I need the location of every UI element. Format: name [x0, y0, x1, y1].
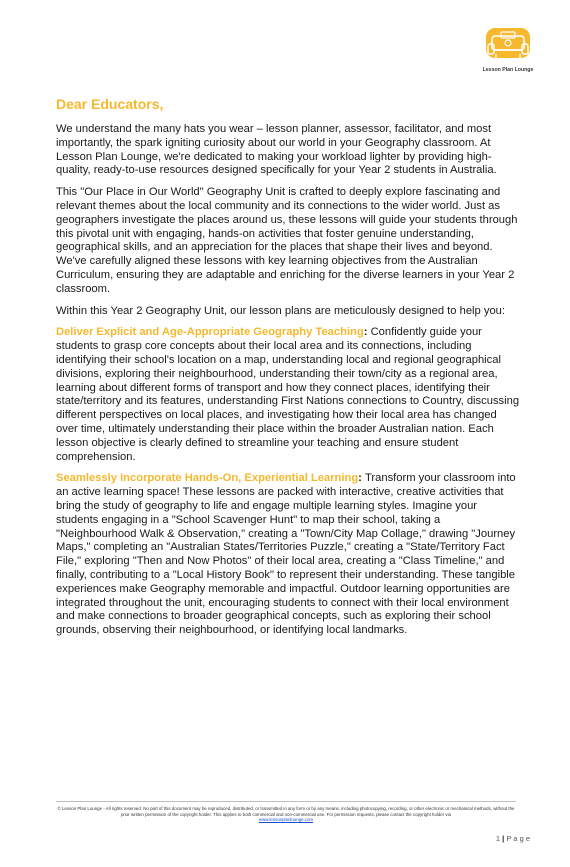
letter-body	[56, 96, 520, 646]
lounge-sofa-icon	[482, 26, 534, 64]
page-number	[470, 834, 530, 843]
section-teaching-body: Confidently guide your students to grasp core concepts about their local area and its connections, including identifying their school's location on a map, understanding local and regional geographical divisions, exploring their neighbourhood, understanding their town/city as a regional area, learning about different forms of transport and how they connect places, identifying their state/territory and its features, understanding First Nations connections to Country, discussing different perspectives on local places, and investigating how their local area has changed over time, ultimately understanding their place within the broader Australian nation. Each lesson objective is clearly defined to streamline your teaching and ensure student comprehension.	[56, 326, 520, 463]
section-teaching-title: Deliver Explicit and Age-Appropriate Geography Teaching	[56, 326, 364, 339]
intro-paragraph: We understand the many hats you wear – lesson planner, assessor, facilitator, and most importantly, the spark igniting curiosity about our world in your Geography classroom. At Lesson Plan Lounge, we're dedicated to making your workload lighter by providing high-quality, ready-to-use resources designed specifically for your Year 2 students in Australia.	[56, 123, 497, 177]
page-label: P a g e	[506, 834, 530, 843]
lead-in-paragraph: Within this Year 2 Geography Unit, our lesson plans are meticulously designed to help you:	[56, 304, 506, 317]
website-link[interactable]: www.lessonplanlounge.com	[258, 817, 314, 823]
section-hands-on-title: Seamlessly Incorporate Hands-On, Experiential Learning	[56, 472, 359, 485]
page-number-value: 1	[495, 834, 501, 843]
copyright-footer	[56, 806, 516, 823]
greeting-heading: Dear Educators,	[56, 96, 164, 112]
copyright-text: © Lesson Plan Lounge - All rights reserved. No part of this document may be reproduced, distributed, or transmitted in any form or by any means, including photocopying, recording, or other electronic or mechanical methods, without the prior written permission of the copyright holder. This applies to both commercial and non-commercial use. For permission requests, please contact the copyright holder via	[57, 806, 515, 817]
footer-divider	[56, 801, 516, 802]
page-separator: |	[502, 834, 505, 843]
section-hands-on-body: Transform your classroom into an active learning space! These lessons are packed with interactive, creative activities that bring the study of geography to life and engage multiple learning styles. Imagine your students engaging in a "School Scavenger Hunt" to map their school, taking a "Neighbourhood Walk & Observation," creating a "Town/City Map Collage," drawing "Journey Maps," completing an "Australian States/Territories Puzzle," creating a "State/Territory Fact File," exploring "Then and Now Photos" of their local area, creating a "Class Timeline," and finally, contributing to a "Local History Book" to represent their understanding. These tangible experiences make Geography memorable and impactful. Outdoor learning opportunities are integrated throughout the unit, encouraging students to connect with their local environment and make connections to broader geographical concepts, such as exploring their school grounds, observing their neighbourhood, or identifying local landmarks.	[56, 472, 516, 637]
brand-logo	[476, 26, 540, 82]
unit-paragraph: This "Our Place in Our World" Geography Unit is crafted to deeply explore fascinating and relevant themes about the local community and its connections to the wider world. Just as geographers investigate the places around us, these lessons will guide your students through this pivotal unit with engaging, hands-on activities that foster genuine understanding, geographical skills, and an appreciation for the places that shape their lives and beyond. We've carefully aligned these lessons with key learning objectives from the Australian Curriculum, ensuring they are adaptable and enriching for the diverse learners in your Year 2 classroom.	[56, 186, 518, 295]
section-hands-on	[56, 472, 520, 638]
section-colon: :	[363, 326, 371, 339]
logo-text: Lesson Plan Lounge	[482, 67, 534, 73]
section-colon: :	[358, 472, 365, 485]
section-teaching	[56, 326, 520, 464]
